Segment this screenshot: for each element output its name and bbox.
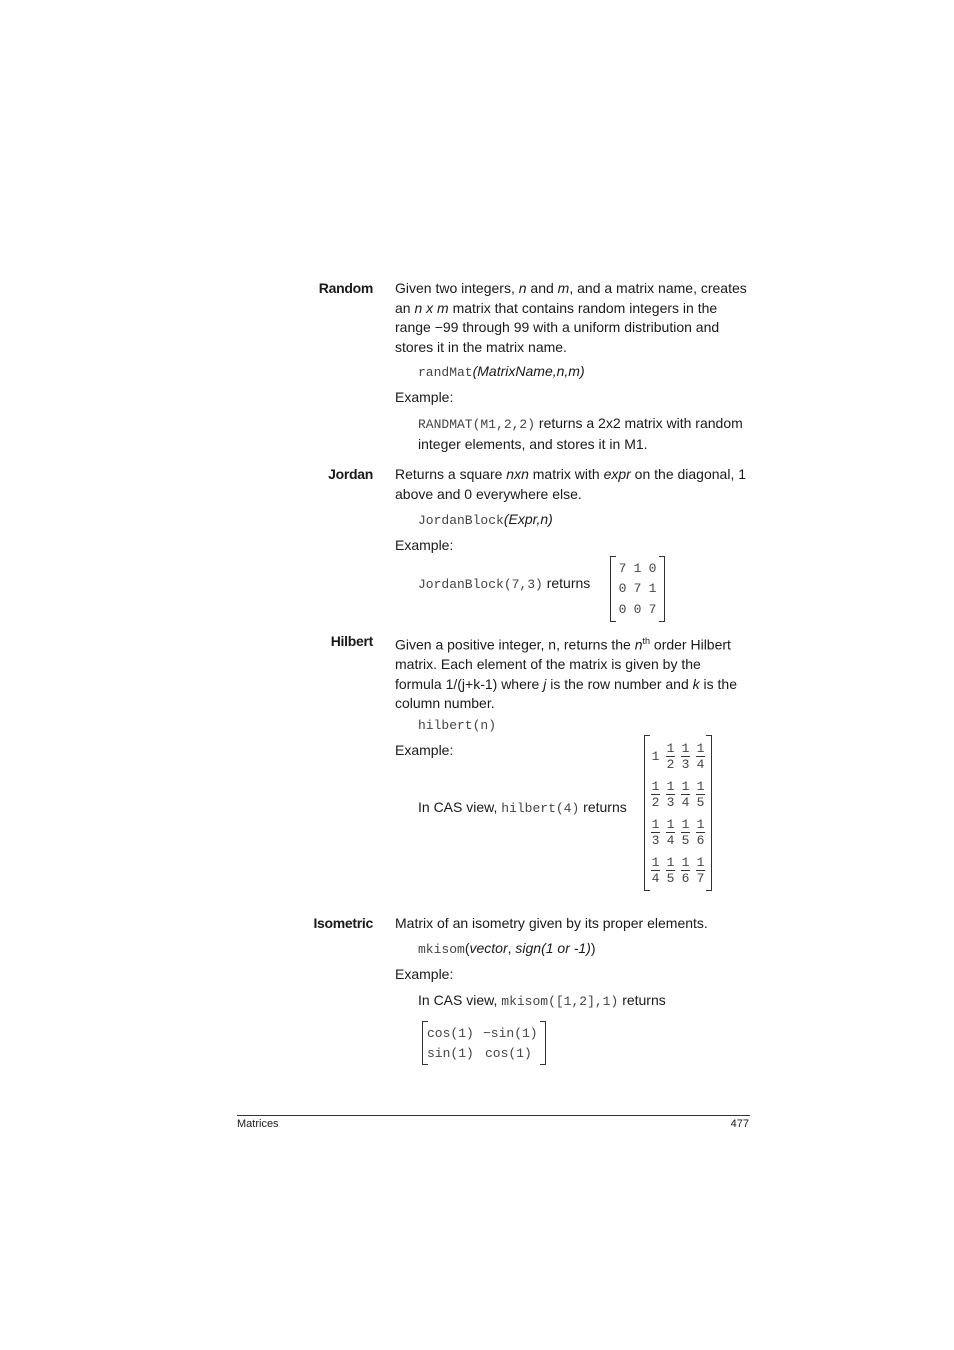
fraction: $\frac{1}{2}$ bbox=[651, 778, 660, 810]
fraction: $\frac{1}{4}$ bbox=[696, 740, 705, 772]
jordan-example-label: Example: bbox=[395, 537, 454, 553]
fraction: $\frac{1}{7}$ bbox=[696, 854, 705, 886]
term-isometric: Isometric bbox=[313, 915, 373, 931]
fraction: $\frac{1}{5}$ bbox=[696, 778, 705, 810]
hilbert-example-label: Example: bbox=[395, 742, 454, 758]
matrix-cell: 1 bbox=[651, 748, 660, 764]
term-random: Random bbox=[318, 280, 373, 296]
jordan-description: Returns a square nxn matrix with expr on the diagonal, 1 above and 0 everywhere else. bbox=[395, 466, 747, 502]
fraction: $\frac{1}{4}$ bbox=[651, 854, 660, 886]
random-example: RANDMAT(M1,2,2) returns a 2x2 matrix with random integer elements, and stores it in M1. bbox=[418, 415, 743, 452]
fraction: $\frac{1}{4}$ bbox=[681, 778, 690, 810]
fraction: $\frac{1}{5}$ bbox=[666, 854, 675, 886]
isometric-syntax: mkisom(vector, sign(1 or -1)) bbox=[418, 940, 596, 957]
matrix-cell: 0 bbox=[633, 601, 642, 617]
fraction: $\frac{1}{3}$ bbox=[651, 816, 660, 848]
matrix-cell: 1 bbox=[633, 560, 642, 576]
isometric-example-label: Example: bbox=[395, 966, 454, 982]
matrix-cell: −sin(1) bbox=[483, 1025, 538, 1041]
isometric-example: In CAS view, mkisom([1,2],1) returns bbox=[418, 992, 666, 1009]
matrix-cell: 1 bbox=[648, 581, 657, 597]
matrix-cell: 0 bbox=[648, 560, 657, 576]
isometric-description: Matrix of an isometry given by its proper elements. bbox=[395, 915, 708, 931]
hilbert-description: Given a positive integer, n, returns the $n^{th}$ order Hilbert matrix. Each element of the matrix is given by the formula 1/(j+k-1) where j is the row number and k is the column number. bbox=[395, 636, 737, 712]
matrix-cell: 7 bbox=[618, 560, 627, 576]
fraction: $\frac{1}{5}$ bbox=[681, 816, 690, 848]
hilbert-syntax: hilbert(n) bbox=[418, 718, 497, 733]
fraction: $\frac{1}{6}$ bbox=[696, 816, 705, 848]
matrix-cell: 7 bbox=[633, 581, 642, 597]
jordan-syntax: JordanBlock(Expr,n) bbox=[418, 511, 553, 528]
matrix-cell: cos(1) bbox=[485, 1045, 532, 1061]
fraction: $\frac{1}{6}$ bbox=[681, 854, 690, 886]
isometric-result-matrix bbox=[422, 1021, 546, 1065]
fraction: $\frac{1}{3}$ bbox=[666, 778, 675, 810]
hilbert-result-matrix bbox=[644, 735, 712, 891]
page-number: 477 bbox=[730, 1118, 749, 1130]
footer-section: Matrices bbox=[237, 1118, 279, 1130]
random-description: Given two integers, n and m, and a matrix name, creates an n x m matrix that contains random integers in the range −99 through 99 with a uniform distribution and stores it in the matrix name. bbox=[395, 280, 747, 355]
term-jordan: Jordan bbox=[328, 466, 373, 482]
matrix-cell: 0 bbox=[618, 601, 627, 617]
footer-rule bbox=[237, 1115, 750, 1116]
fraction: $\frac{1}{2}$ bbox=[666, 740, 675, 772]
hilbert-example: In CAS view, hilbert(4) returns bbox=[418, 799, 627, 816]
jordan-example: JordanBlock(7,3) returns bbox=[418, 575, 591, 592]
term-hilbert: Hilbert bbox=[330, 633, 373, 649]
random-example-label: Example: bbox=[395, 389, 454, 405]
fraction: $\frac{1}{3}$ bbox=[681, 740, 690, 772]
matrix-cell: 0 bbox=[618, 581, 627, 597]
jordan-result-matrix bbox=[610, 556, 665, 622]
matrix-cell: cos(1) bbox=[427, 1025, 474, 1041]
random-syntax: randMat(MatrixName,n,m) bbox=[418, 363, 585, 380]
matrix-cell: sin(1) bbox=[427, 1045, 474, 1061]
fraction: $\frac{1}{4}$ bbox=[666, 816, 675, 848]
matrix-cell: 7 bbox=[648, 601, 657, 617]
